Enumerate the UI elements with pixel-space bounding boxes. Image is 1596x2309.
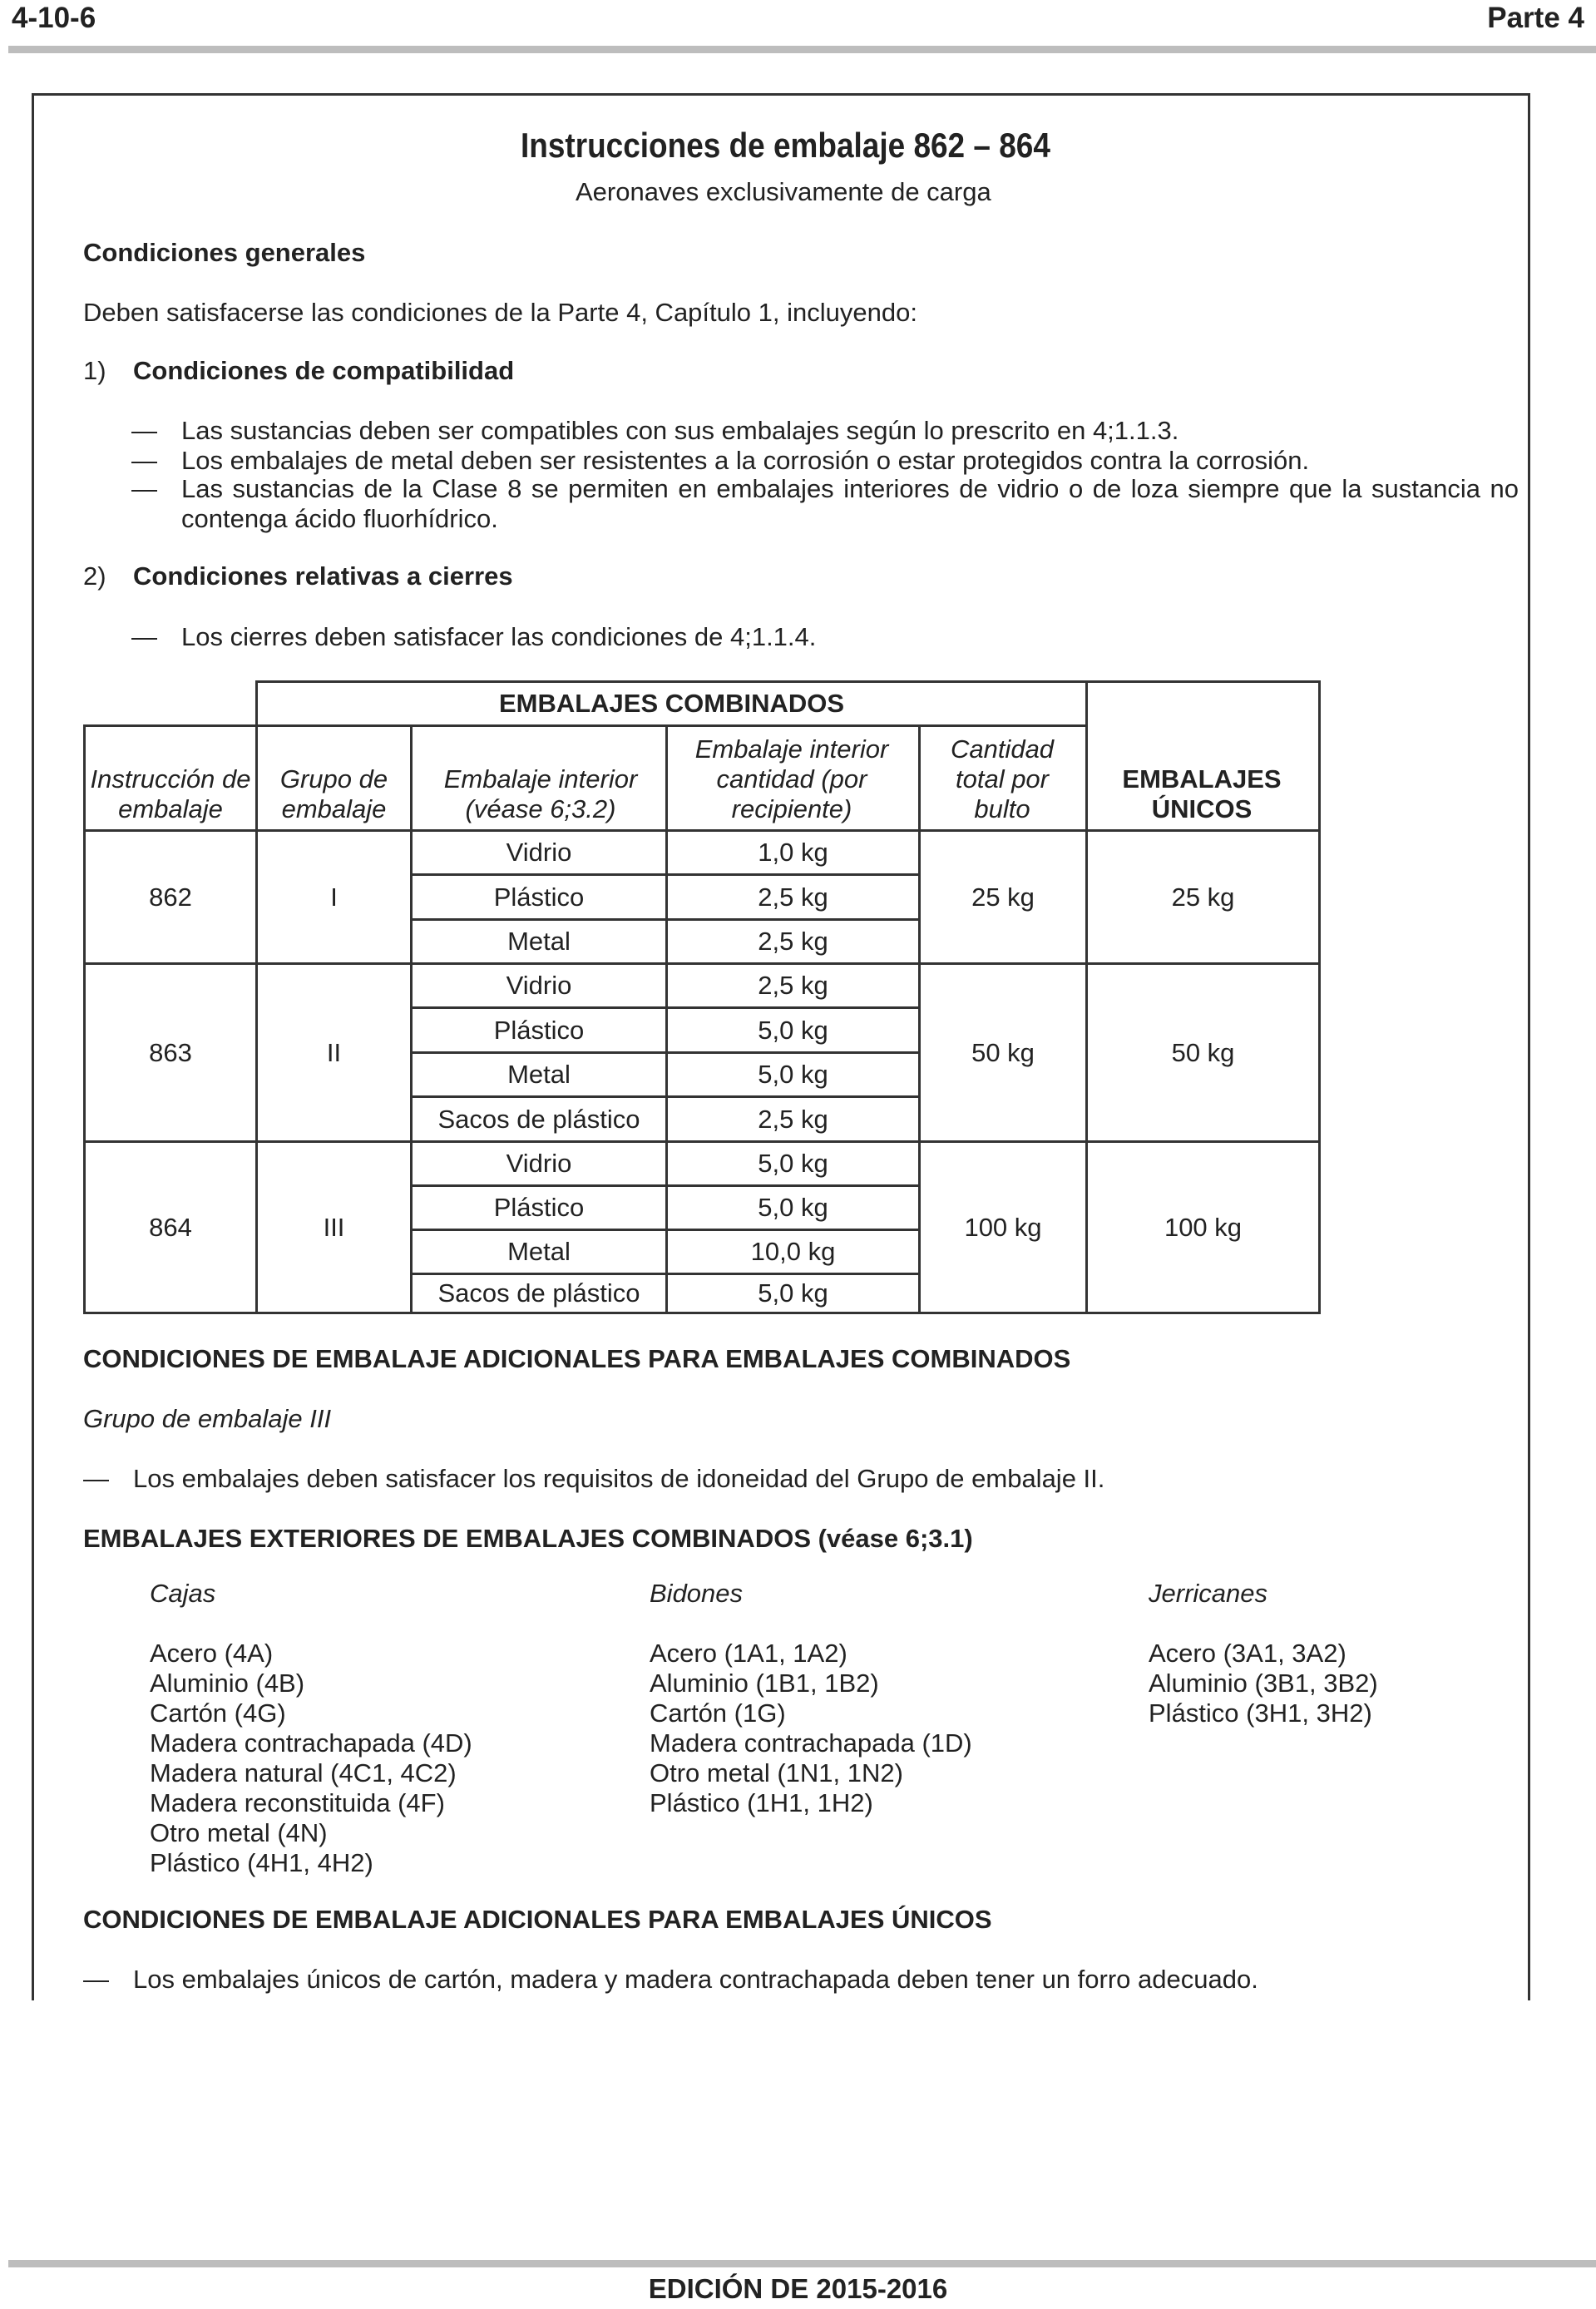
list-item: Madera contrachapada (1D) (650, 1728, 972, 1758)
list-item: Plástico (3H1, 3H2) (1149, 1698, 1372, 1728)
page-title: Instrucciones de embalaje 862 – 864 (521, 126, 1050, 165)
list-item: Aluminio (4B) (150, 1669, 305, 1698)
list-item: Acero (1A1, 1A2) (650, 1639, 847, 1668)
inner-cell: Metal (507, 1060, 571, 1089)
list-item: Plástico (4H1, 4H2) (150, 1848, 373, 1877)
col-instruction: Instrucción de embalaje (90, 764, 251, 823)
qty-cell: 5,0 kg (758, 1193, 828, 1222)
inner-cell: Plástico (493, 882, 585, 912)
inner-cell: Vidrio (506, 838, 572, 867)
header-rule (8, 46, 1596, 53)
bullet-text: Los embalajes deben satisfacer los requisitos de idoneidad del Grupo de embalaje II. (133, 1464, 1105, 1493)
inner-cell: Sacos de plástico (437, 1278, 640, 1308)
list-item: Madera contrachapada (4D) (150, 1728, 472, 1758)
instruction-862: 862 (149, 882, 192, 912)
inner-cell: Plástico (493, 1015, 585, 1045)
inner-cell: Metal (507, 1237, 571, 1266)
single-cell: 25 kg (1171, 882, 1235, 912)
additional-single-bullet (83, 1965, 1514, 1995)
additional-combined-subheading: Grupo de embalaje III (83, 1404, 332, 1433)
list-item: Madera reconstituida (4F) (150, 1788, 445, 1817)
packing-table (83, 680, 1321, 1314)
instruction-864: 864 (149, 1212, 192, 1242)
list-item: Acero (3A1, 3A2) (1149, 1639, 1346, 1668)
table-line (83, 1312, 1321, 1314)
list-item: Cartón (4G) (150, 1698, 286, 1728)
outer-column-jerricanes (1149, 1579, 1498, 1728)
inner-cell: Metal (507, 927, 571, 956)
qty-cell: 5,0 kg (758, 1278, 828, 1308)
footer-rule (8, 2260, 1596, 2267)
outer-column-cajas (150, 1579, 615, 1878)
list-item: Otro metal (4N) (150, 1818, 328, 1847)
list-item: Aluminio (3B1, 3B2) (1149, 1669, 1378, 1698)
inner-cell: Sacos de plástico (437, 1104, 640, 1134)
dash-mark: — (131, 446, 157, 475)
qty-cell: 10,0 kg (750, 1237, 836, 1266)
group-II: II (326, 1037, 342, 1067)
page-subtitle: Aeronaves exclusivamente de carga (576, 177, 991, 206)
bullet-text: Los cierres deben satisfacer las condiciones de 4;1.1.4. (181, 622, 817, 651)
part-label: Parte 4 (1487, 2, 1584, 34)
general-heading: Condiciones generales (83, 238, 366, 267)
list-item: Otro metal (1N1, 1N2) (650, 1758, 903, 1787)
inner-cell: Vidrio (506, 1149, 572, 1178)
qty-cell: 2,5 kg (758, 1104, 828, 1134)
bullet-text: Los embalajes de metal deben ser resistentes a la corrosión o estar protegidos contra la corrosión. (181, 446, 1310, 475)
col-group: Grupo de embalaje (279, 764, 388, 823)
inner-cell: Vidrio (506, 971, 572, 1000)
outer-heading: EMBALAJES EXTERIORES DE EMBALAJES COMBINADOS (véase 6;3.1) (83, 1524, 973, 1553)
qty-cell: 2,5 kg (758, 927, 828, 956)
total-cell: 100 kg (964, 1212, 1042, 1242)
dash-mark: — (83, 1464, 109, 1493)
outer-column-bidones (650, 1579, 1115, 1818)
compat-bullet-1 (131, 416, 1519, 446)
section2-heading: Condiciones relativas a cierres (133, 561, 513, 591)
dash-mark: — (131, 622, 157, 651)
edition-footer: EDICIÓN DE 2015-2016 (648, 2273, 948, 2304)
closure-bullet-1 (131, 622, 1519, 652)
bullet-text: Las sustancias deben ser compatibles con sus embalajes según lo prescrito en 4;1.1.3. (181, 416, 1179, 445)
single-cell: 100 kg (1164, 1212, 1243, 1242)
section2-number: 2) (83, 561, 106, 591)
compat-bullet-3 (131, 474, 1519, 534)
group-I: I (330, 882, 338, 912)
additional-combined-bullet (83, 1464, 1514, 1494)
combined-header: EMBALAJES COMBINADOS (498, 689, 845, 718)
single-cell: 50 kg (1171, 1037, 1235, 1067)
additional-single-heading: CONDICIONES DE EMBALAJE ADICIONALES PARA EMBALAJES ÚNICOS (83, 1905, 992, 1934)
bullet-text: Las sustancias de la Clase 8 se permiten en embalajes interiores de vidrio o de loza siempre que la sustancia no contenga ácido fluorhídrico. (181, 474, 1519, 533)
qty-cell: 5,0 kg (758, 1015, 828, 1045)
list-item: Cartón (1G) (650, 1698, 786, 1728)
column-title: Bidones (650, 1579, 744, 1608)
section1-number: 1) (83, 356, 106, 385)
bullet-text: Los embalajes únicos de cartón, madera y madera contrachapada deben tener un forro adecuado. (133, 1965, 1258, 1994)
inner-cell: Plástico (493, 1193, 585, 1222)
qty-cell: 1,0 kg (758, 838, 828, 867)
table-line (1318, 680, 1321, 1314)
page-number: 4-10-6 (12, 2, 96, 34)
col-single: EMBALAJES ÚNICOS (1122, 764, 1282, 823)
qty-cell: 2,5 kg (758, 971, 828, 1000)
total-cell: 25 kg (971, 882, 1035, 912)
column-title: Cajas (150, 1579, 216, 1608)
total-cell: 50 kg (971, 1037, 1035, 1067)
qty-cell: 5,0 kg (758, 1149, 828, 1178)
group-III: III (323, 1212, 345, 1242)
qty-cell: 2,5 kg (758, 882, 828, 912)
list-item: Aluminio (1B1, 1B2) (650, 1669, 879, 1698)
list-item: Madera natural (4C1, 4C2) (150, 1758, 457, 1787)
section1-heading: Condiciones de compatibilidad (133, 356, 515, 385)
dash-mark: — (131, 416, 157, 445)
qty-cell: 5,0 kg (758, 1060, 828, 1089)
dash-mark: — (83, 1965, 109, 1994)
list-item: Acero (4A) (150, 1639, 274, 1668)
col-inner-qty: Embalaje interior cantidad (por recipiente) (694, 734, 889, 823)
col-total: Cantidad total por bulto (950, 734, 1055, 823)
additional-combined-heading: CONDICIONES DE EMBALAJE ADICIONALES PARA EMBALAJES COMBINADOS (83, 1344, 1071, 1373)
general-intro: Deben satisfacerse las condiciones de la Parte 4, Capítulo 1, incluyendo: (83, 298, 917, 327)
dash-mark: — (131, 474, 157, 503)
col-inner: Embalaje interior (véase 6;3.2) (443, 764, 638, 823)
instruction-863: 863 (149, 1037, 192, 1067)
compat-bullet-2 (131, 446, 1519, 476)
column-title: Jerricanes (1149, 1579, 1267, 1608)
list-item: Plástico (1H1, 1H2) (650, 1788, 873, 1817)
